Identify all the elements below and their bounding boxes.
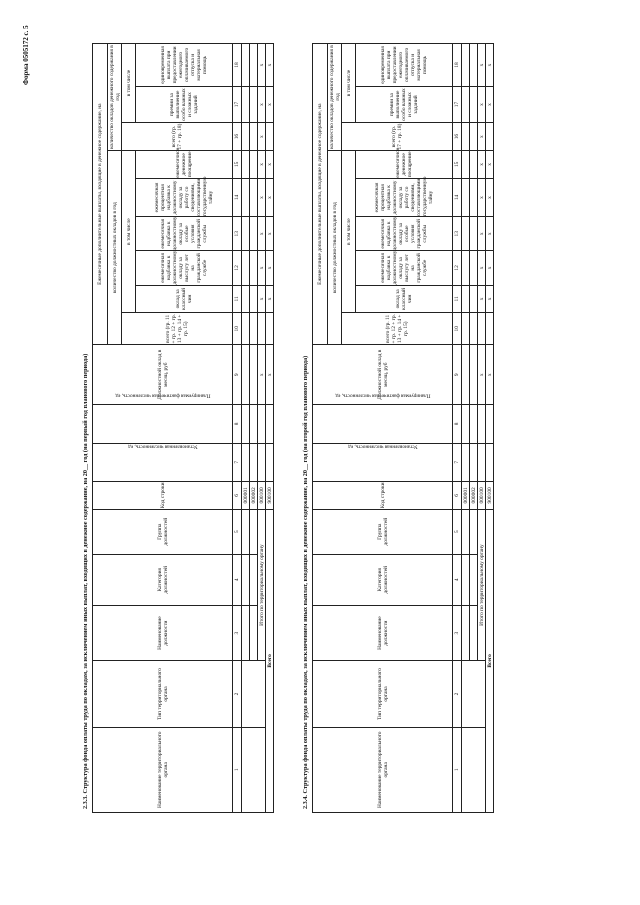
itogo-label: Итого по территориальному органу <box>478 509 486 661</box>
cell <box>470 443 478 481</box>
col-num: 8 <box>453 405 462 443</box>
cell <box>486 313 494 345</box>
cell <box>462 554 470 605</box>
cell <box>242 443 250 481</box>
cell <box>470 178 478 216</box>
vsego-code: 900100 <box>266 481 274 509</box>
col-num: 13 <box>233 217 242 251</box>
x-mark: x <box>478 178 486 216</box>
x-mark: x <box>486 178 494 216</box>
col-num: 16 <box>233 123 242 151</box>
cell <box>250 251 258 285</box>
x-mark: x <box>478 251 486 285</box>
col-num: 16 <box>453 123 462 151</box>
h-c17: премии за выполнение особо важных и сложных заданий <box>136 86 233 122</box>
h-c18: единовременная выплата при предоставлении ежегодного оплачиваемого отпуска и материальная помощь <box>356 44 453 87</box>
x-mark: x <box>478 44 486 87</box>
h-est <box>313 443 453 481</box>
col-num: 4 <box>233 554 242 605</box>
h-monthly: Ежемесячные дополнительные выплаты, входящие в денежное содержание, на <box>313 44 328 345</box>
vsego-code: 900100 <box>486 481 494 509</box>
cell <box>250 86 258 122</box>
h-code: Код строки <box>93 481 233 509</box>
cell <box>478 313 486 345</box>
section-title: 2.3.3. Структура фонда оплаты труда по окладам, за исключением иных выплат, входящих в денежное содержание, на 20__ год (на первый год планового периода) <box>82 353 89 809</box>
h-bonus-group: количество окладов денежного содержания в год <box>328 45 341 149</box>
cell <box>462 443 470 481</box>
cell <box>266 405 274 443</box>
form-reference: Форма 0505172 с. 5 <box>22 25 30 85</box>
h-c13: ежемесячная надбавка к должностному окладу за особые условия гражданской службы <box>356 217 453 251</box>
h-bonus-group: количество окладов денежного содержания в год <box>108 45 121 149</box>
cell <box>242 509 250 554</box>
row-code: 000002 <box>250 481 258 509</box>
cell <box>462 605 470 661</box>
h-count: количество должностных окладов в год <box>328 150 342 344</box>
h-c18: единовременная выплата при предоставлении ежегодного оплачиваемого отпуска и материальная помощь <box>136 44 233 87</box>
section-title: 2.3.4. Структура фонда оплаты труда по окладам, за исключением иных выплат, входящих в денежное содержание, на 20__ год (на второй год планового периода) <box>302 355 309 809</box>
h-name: Наименование территориального органа <box>313 727 453 812</box>
h-c10: всего (гр. 11 + гр. 12 + гр. 13 + гр. 14 + гр. 15) <box>122 313 233 345</box>
h-salary: Должностной оклад в месяц, руб <box>313 345 453 405</box>
h-type: Тип территориального органа <box>93 661 233 727</box>
cell <box>250 123 258 151</box>
cell <box>470 123 478 151</box>
x-mark: x <box>486 217 494 251</box>
h-c12: ежемесячная надбавка к должностному окладу за выслугу лет на гражданской службе <box>136 251 233 285</box>
cell <box>242 285 250 313</box>
col-num: 7 <box>233 443 242 481</box>
cell <box>462 217 470 251</box>
h-c17: премии за выполнение особо важных и сложных заданий <box>356 86 453 122</box>
h-incl2: в том числе <box>342 44 356 123</box>
col-num: 2 <box>233 661 242 727</box>
h-plan <box>313 392 453 443</box>
col-num: 18 <box>233 44 242 87</box>
cell <box>462 178 470 216</box>
cell <box>462 727 486 812</box>
col-num: 6 <box>233 481 242 509</box>
vsego-row <box>266 44 274 813</box>
vsego-label: Всего <box>486 509 494 812</box>
h-est <box>93 443 233 481</box>
h-type: Тип территориального органа <box>313 661 453 727</box>
cell <box>242 44 250 87</box>
h-c11: оклад за классный чин <box>136 285 233 313</box>
row-code: 000002 <box>470 481 478 509</box>
cell <box>242 605 250 661</box>
row-code: 000001 <box>242 481 250 509</box>
itogo-code: 000100 <box>478 481 486 509</box>
cell <box>462 345 470 405</box>
cell <box>470 285 478 313</box>
cell <box>462 509 470 554</box>
cell <box>470 313 478 345</box>
cell <box>250 217 258 251</box>
cell <box>470 605 478 661</box>
h-est-text: Установленная численность, ед <box>347 443 418 450</box>
col-num: 3 <box>453 605 462 661</box>
cell <box>250 178 258 216</box>
cell <box>462 150 470 178</box>
cell <box>242 150 250 178</box>
cell <box>462 86 470 122</box>
cell <box>478 443 486 481</box>
x-mark: x <box>486 86 494 122</box>
col-num: 1 <box>453 727 462 812</box>
cell <box>470 345 478 405</box>
x-mark: x <box>266 178 274 216</box>
x-mark: x <box>266 86 274 122</box>
col-num: 17 <box>453 86 462 122</box>
col-num: 17 <box>233 86 242 122</box>
col-num: 5 <box>453 509 462 554</box>
h-monthly: Ежемесячные дополнительные выплаты, входящие в денежное содержание, на <box>93 44 108 345</box>
h-plan-text: Планируемая фактическая численность, ед <box>115 392 210 399</box>
cell <box>470 217 478 251</box>
x-mark: x <box>258 44 266 87</box>
cell <box>470 44 478 87</box>
cell <box>250 313 258 345</box>
cell <box>242 345 250 405</box>
h-c14: ежемесячная процентная надбавка к должностному окладу за работу со сведениями, составляющими государственную тайну <box>356 178 453 216</box>
h-incl: в том числе <box>122 150 136 312</box>
cell <box>250 509 258 554</box>
x-mark: x <box>258 251 266 285</box>
h-c10: всего (гр. 11 + гр. 12 + гр. 13 + гр. 14 + гр. 15) <box>342 313 453 345</box>
salary-structure-table <box>92 43 274 813</box>
row-code: 000001 <box>462 481 470 509</box>
cell <box>462 44 470 87</box>
cell <box>242 405 250 443</box>
h-count: количество должностных окладов в год <box>108 150 122 344</box>
x-mark: x <box>258 86 266 122</box>
col-num: 14 <box>453 178 462 216</box>
h-pos-name: Наименование должности <box>313 605 453 661</box>
x-mark: x <box>258 345 266 405</box>
cell <box>242 178 250 216</box>
cell <box>462 661 486 727</box>
h-c13: ежемесячная надбавка к должностному окладу за особые условия гражданской службы <box>136 217 233 251</box>
col-num: 6 <box>453 481 462 509</box>
cell <box>250 44 258 87</box>
cell <box>266 443 274 481</box>
col-num: 11 <box>453 285 462 313</box>
x-mark: x <box>486 150 494 178</box>
cell <box>242 554 250 605</box>
cell <box>486 443 494 481</box>
col-num: 13 <box>453 217 462 251</box>
h-c15: ежемесячное денежное поощрение <box>356 150 453 178</box>
h-name: Наименование территориального органа <box>93 727 233 812</box>
x-mark: x <box>486 285 494 313</box>
x-mark: x <box>258 123 266 151</box>
h-salary: Должностной оклад в месяц, руб <box>93 345 233 405</box>
x-mark: x <box>258 285 266 313</box>
col-num: 12 <box>453 251 462 285</box>
x-mark: x <box>258 150 266 178</box>
col-num: 2 <box>453 661 462 727</box>
col-num: 9 <box>233 345 242 405</box>
h-category: Категория должностей <box>313 554 453 605</box>
col-num: 10 <box>453 313 462 345</box>
cell <box>486 405 494 443</box>
x-mark: x <box>478 123 486 151</box>
h-plan-text: Планируемая фактическая численность, ед <box>335 392 430 399</box>
vsego-label: Всего <box>266 509 274 812</box>
cell <box>470 554 478 605</box>
table-row <box>462 44 470 813</box>
cell <box>462 123 470 151</box>
x-mark: x <box>266 150 274 178</box>
cell <box>250 405 258 443</box>
col-num: 10 <box>233 313 242 345</box>
itogo-label: Итого по территориальному органу <box>258 509 266 661</box>
x-mark: x <box>486 251 494 285</box>
col-num: 4 <box>453 554 462 605</box>
cell <box>250 605 258 661</box>
h-group: Группа должностей <box>93 509 233 554</box>
cell <box>462 313 470 345</box>
cell <box>242 217 250 251</box>
x-mark: x <box>486 44 494 87</box>
col-num: 12 <box>233 251 242 285</box>
h-plan <box>93 392 233 443</box>
h-c11: оклад за классный чин <box>356 285 453 313</box>
cell <box>242 86 250 122</box>
col-num: 15 <box>453 150 462 178</box>
cell <box>462 285 470 313</box>
h-category: Категория должностей <box>93 554 233 605</box>
itogo-code: 000100 <box>258 481 266 509</box>
x-mark: x <box>478 150 486 178</box>
cell <box>242 313 250 345</box>
table-row <box>242 44 250 813</box>
x-mark: x <box>266 217 274 251</box>
col-num: 14 <box>233 178 242 216</box>
cell <box>258 313 266 345</box>
cell <box>470 405 478 443</box>
h-incl2: в том числе <box>122 44 136 123</box>
col-num: 1 <box>233 727 242 812</box>
col-num: 3 <box>233 605 242 661</box>
h-c12: ежемесячная надбавка к должностному окладу за выслугу лет на гражданской службе <box>356 251 453 285</box>
x-mark: x <box>478 86 486 122</box>
cell <box>478 405 486 443</box>
cell <box>462 405 470 443</box>
salary-structure-table <box>312 43 494 813</box>
h-c16: всего (гр. 17 + гр. 18) <box>342 123 453 151</box>
cell <box>242 251 250 285</box>
cell <box>242 727 266 812</box>
h-pos-name: Наименование должности <box>93 605 233 661</box>
cell <box>266 123 274 151</box>
x-mark: x <box>486 345 494 405</box>
cell <box>266 313 274 345</box>
h-incl: в том числе <box>342 150 356 312</box>
cell <box>470 150 478 178</box>
cell <box>250 345 258 405</box>
vsego-row <box>486 44 494 813</box>
col-num: 5 <box>233 509 242 554</box>
cell <box>486 123 494 151</box>
cell <box>462 251 470 285</box>
x-mark: x <box>266 251 274 285</box>
h-c14: ежемесячная процентная надбавка к должностному окладу за работу со сведениями, составляющими государственную тайну <box>136 178 233 216</box>
x-mark: x <box>478 345 486 405</box>
x-mark: x <box>258 217 266 251</box>
col-num: 18 <box>453 44 462 87</box>
cell <box>470 509 478 554</box>
h-est-text: Установленная численность, ед <box>127 443 198 450</box>
cell <box>242 661 266 727</box>
h-c16: всего (гр. 17 + гр. 18) <box>122 123 233 151</box>
x-mark: x <box>478 217 486 251</box>
x-mark: x <box>266 44 274 87</box>
x-mark: x <box>266 285 274 313</box>
col-num: 8 <box>233 405 242 443</box>
x-mark: x <box>478 285 486 313</box>
cell <box>470 251 478 285</box>
cell <box>250 150 258 178</box>
h-code: Код строки <box>313 481 453 509</box>
h-group: Группа должностей <box>313 509 453 554</box>
cell <box>242 123 250 151</box>
cell <box>250 554 258 605</box>
col-num: 9 <box>453 345 462 405</box>
col-num: 7 <box>453 443 462 481</box>
col-num: 15 <box>233 150 242 178</box>
cell <box>258 405 266 443</box>
cell <box>470 86 478 122</box>
cell <box>250 285 258 313</box>
cell <box>258 443 266 481</box>
cell <box>250 443 258 481</box>
h-c15: ежемесячное денежное поощрение <box>136 150 233 178</box>
x-mark: x <box>266 345 274 405</box>
col-num: 11 <box>233 285 242 313</box>
x-mark: x <box>258 178 266 216</box>
